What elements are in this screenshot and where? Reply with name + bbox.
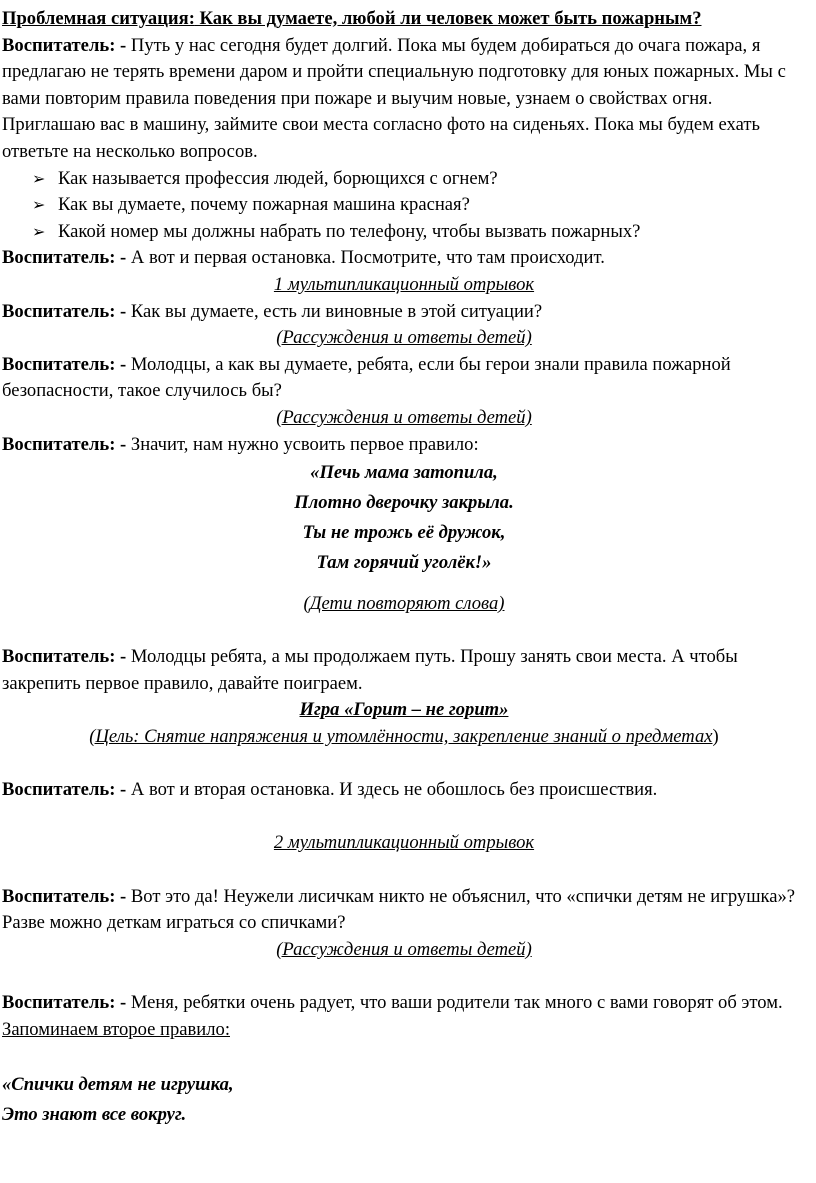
speaker-label: Воспитатель: - [2, 34, 131, 56]
foxes-text: Вот это да! Неужели лисичкам никто не объяснил, что «спички детям не игрушка»? Разве можно деткам играться со спичками? [2, 885, 796, 934]
speaker-label: Воспитатель: - [2, 779, 131, 801]
guilty-text: Как вы думаете, есть ли виновные в этой ситуации? [130, 300, 543, 322]
poem-line: Там горячий уголёк!» [316, 552, 492, 574]
heroes-paragraph [2, 352, 806, 405]
first-stop-paragraph [2, 245, 806, 272]
list-item: ➢ Как называется профессия людей, борющихся с огнем? [32, 166, 806, 193]
question-list [2, 166, 806, 246]
kids-repeat-note: (Дети повторяют слова) [303, 593, 505, 615]
problem-question: Как вы думаете, любой ли человек может быть пожарным? [194, 8, 702, 29]
heroes-text: Молодцы, а как вы думаете, ребята, если бы герои знали правила пожарной безопасности, такое случилось бы? [2, 353, 731, 402]
speaker-label: Воспитатель: - [2, 300, 131, 322]
speaker-label: Воспитатель: - [2, 646, 131, 668]
answers-note-3: (Рассуждения и ответы детей) [276, 938, 532, 960]
continue-text: Молодцы ребята, а мы продолжаем путь. Прошу занять свои места. А чтобы закрепить первое правило, давайте поиграем. [2, 646, 738, 694]
rule-1-text: Значит, нам нужно усвоить первое правило: [130, 433, 479, 455]
problem-paragraph [2, 6, 806, 33]
list-item: ➢ Какой номер мы должны набрать по телефону, чтобы вызвать пожарных? [32, 219, 806, 246]
game-goal: (Цель: Снятие напряжения и утомлённости, закрепление знаний о предметах) [89, 726, 719, 748]
rule-1-paragraph [2, 432, 806, 459]
problem-label: Проблемная ситуация: [2, 8, 195, 29]
parents-text: Меня, ребятки очень радует, что ваши родители так много с вами говорят об этом. [130, 992, 783, 1013]
cartoon-2-label: 2 мультипликационный отрывок [273, 832, 535, 854]
poem-line: Ты не трожь её дружок, [302, 522, 506, 544]
game-title: Игра «Горит – не горит» [299, 699, 509, 721]
poem-rule-2 [2, 1070, 806, 1130]
second-stop-text: А вот и вторая остановка. И здесь не обошлось без происшествия. [130, 779, 658, 801]
speaker-label: Воспитатель: - [2, 433, 131, 455]
poem-line: Это знают все вокруг. [2, 1103, 187, 1125]
poem-rule-1 [2, 458, 806, 578]
arrow-bullet-icon: ➢ [32, 168, 46, 188]
guilty-paragraph [2, 299, 806, 326]
second-stop-paragraph [2, 777, 806, 804]
poem-line: Плотно дверочку закрыла. [294, 492, 514, 514]
speaker-label: Воспитатель: - [2, 247, 131, 269]
speaker-label: Воспитатель: - [2, 353, 131, 375]
speaker-label: Воспитатель: - [2, 885, 131, 907]
list-item: ➢ Как вы думаете, почему пожарная машина красная? [32, 192, 806, 219]
arrow-bullet-icon: ➢ [32, 195, 46, 215]
intro-text: Путь у нас сегодня будет долгий. Пока мы будем добираться до очага пожара, я предлагаю не терять времени даром и пройти специальную подготовку для юных пожарных. Мы с вами повторим правила поведения при пожаре и выучим новые, узнаем о свойствах огня. Приглашаю вас в машину, займите свои места согласно фото на сиденьях. Пока мы будем ехать ответьте на несколько вопросов. [2, 34, 786, 162]
first-stop-text: А вот и первая остановка. Посмотрите, что там происходит. [130, 247, 605, 269]
arrow-bullet-icon: ➢ [32, 221, 46, 241]
parents-paragraph [2, 990, 806, 1043]
remember-rule-2: Запоминаем второе правило: [2, 1018, 230, 1040]
intro-paragraph [2, 33, 806, 166]
answers-note-1: (Рассуждения и ответы детей) [276, 327, 532, 349]
foxes-paragraph [2, 884, 806, 937]
speaker-label: Воспитатель: - [2, 992, 131, 1013]
poem-line: «Спички детям не игрушка, [2, 1073, 234, 1095]
continue-paragraph [2, 644, 806, 697]
answers-note-2: (Рассуждения и ответы детей) [276, 406, 532, 428]
poem-line: «Печь мама затопила, [310, 462, 498, 484]
cartoon-1-label: 1 мультипликационный отрывок [273, 273, 535, 295]
